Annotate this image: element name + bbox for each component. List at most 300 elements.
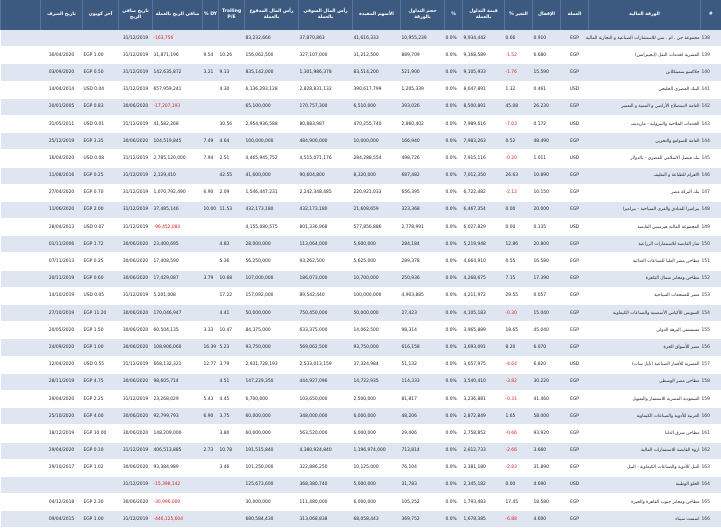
cell-paid-capital: 6,136,293,128 [245, 81, 299, 98]
cell-trade-value: 8,500,891 [463, 98, 505, 115]
cell-pct: 0.0% [445, 236, 463, 253]
cell-pe-ratio [219, 511, 245, 528]
cell-profit-date: 31/12/2019 [119, 511, 153, 528]
cell-dividend-yield [203, 167, 219, 184]
cell-dividend-yield [203, 425, 219, 442]
cell-pe-ratio [219, 494, 245, 511]
cell-pct: 0.0% [445, 253, 463, 270]
cell-profit-date: 30/06/2020 [119, 253, 153, 270]
cell-dividend-yield: 9.54 [203, 47, 219, 64]
cell-trade-volume: 29,406 [401, 425, 445, 442]
cell-close-price: 26.230 [533, 98, 561, 115]
cell-paid-capital: 93,750,000 [245, 339, 299, 356]
cell-pe-ratio: 4.30 [219, 81, 245, 98]
cell-market-cap: 80,883,987 [299, 115, 353, 132]
table-row [1, 133, 721, 150]
cell-close-price: 0.172 [533, 115, 561, 132]
cell-profit-date: 31/12/2019 [119, 219, 153, 236]
cell-paid-capital: 156,062,500 [245, 47, 299, 64]
cell-trade-volume: 81,817 [401, 390, 445, 407]
cell-profit-date: 31/12/2019 [119, 356, 153, 373]
cell-listed-shares: 100,000,000 [353, 287, 401, 304]
cell-pct: 0.0% [445, 219, 463, 236]
cell-coupon: EGP 1.50 [83, 322, 119, 339]
cell-close-price: 10.890 [533, 167, 561, 184]
cell-coupon: EGP 1.00 [83, 339, 119, 356]
cell-pe-ratio: 3.80 [219, 425, 245, 442]
cell-security-name: مطاحن مصر العليا للصناعات الغذائية [589, 253, 701, 270]
cell-security-name: مطاحن شرق الدلتا [589, 425, 701, 442]
cell-coupon-date: 11/06/2020 [41, 201, 83, 218]
cell-row-index: 151 [701, 253, 721, 270]
cell-currency: EGP [561, 30, 589, 47]
cell-market-cap: 322,886,250 [299, 459, 353, 476]
cell-row-index: 154 [701, 305, 721, 322]
cell-net-profit: 93,384,989 [153, 459, 203, 476]
cell-pe-ratio: 4.83 [219, 236, 245, 253]
table-row [1, 47, 721, 64]
cell-dividend-yield: 10.00 [203, 201, 219, 218]
cell-currency: EGP [561, 133, 589, 150]
cell-spacer [1, 408, 41, 425]
cell-currency: EGP [561, 459, 589, 476]
cell-coupon-date: 30/04/2020 [41, 47, 83, 64]
table-row [1, 30, 721, 47]
cell-pct: 0.0% [445, 270, 463, 287]
table-row [1, 184, 721, 201]
cell-profit-date: 30/06/2020 [119, 339, 153, 356]
cell-coupon-date: 14/10/2019 [41, 287, 83, 304]
cell-coupon: USD 0.07 [83, 219, 119, 236]
cell-pct: 0.0% [445, 511, 463, 528]
cell-row-index: 158 [701, 373, 721, 390]
cell-close-price: 6.680 [533, 47, 561, 64]
cell-profit-date: 30/06/2020 [119, 459, 153, 476]
col-close: الإقفال [533, 0, 561, 30]
cell-paid-capital: 83,232,666 [245, 30, 299, 47]
cell-close-price: 4.600 [533, 511, 561, 528]
cell-pct: 0.0% [445, 373, 463, 390]
cell-profit-date: 30/06/2020 [119, 408, 153, 425]
cell-market-cap: 1,301,986,378 [299, 64, 353, 81]
cell-dividend-yield [203, 98, 219, 115]
cell-spacer [1, 494, 41, 511]
cell-coupon: EGP 0.25 [83, 167, 119, 184]
cell-spacer [1, 253, 41, 270]
cell-net-profit: -446,125,604 [153, 511, 203, 528]
cell-pe-ratio [219, 98, 245, 115]
cell-pe-ratio: 11.53 [219, 201, 245, 218]
cell-market-cap: 2,828,831,132 [299, 81, 353, 98]
table-row [1, 408, 721, 425]
cell-coupon [83, 476, 119, 493]
cell-trade-value: 3,236,881 [463, 390, 505, 407]
cell-pe-ratio: 4.51 [219, 373, 245, 390]
cell-security-name: النيل للأدوية والصناعات الكيماوية - النيل [589, 459, 701, 476]
cell-trade-volume: 76,104 [401, 459, 445, 476]
cell-listed-shares: 5,000,000 [353, 476, 401, 493]
cell-currency: EGP [561, 339, 589, 356]
cell-profit-date: 31/12/2019 [119, 81, 153, 98]
col-name: الورقة المالية [589, 0, 701, 30]
cell-spacer [1, 270, 41, 287]
cell-net-profit: 148,209,000 [153, 425, 203, 442]
cell-net-profit: -163,756 [153, 30, 203, 47]
cell-change-pct: 12.86 [505, 236, 533, 253]
cell-pct: 0.0% [445, 425, 463, 442]
cell-market-cap: 2,242,348,485 [299, 184, 353, 201]
cell-listed-shares: 1,196,974,000 [353, 442, 401, 459]
table-row [1, 476, 721, 493]
cell-dividend-yield [203, 253, 219, 270]
cell-row-index: 162 [701, 442, 721, 459]
cell-security-name: مطاحن ومخابز شمال القاهرة [589, 270, 701, 287]
cell-coupon: EGP 0.10 [83, 442, 119, 459]
cell-trade-volume: 51,132 [401, 356, 445, 373]
cell-row-index: 145 [701, 150, 721, 167]
cell-coupon: EGP 0.83 [83, 98, 119, 115]
cell-change-pct: -2.12 [505, 184, 533, 201]
col-coupon-date: تاريخ الصرف [41, 0, 83, 30]
cell-profit-date: 30/06/2020 [119, 305, 153, 322]
cell-trade-volume: 48,206 [401, 408, 445, 425]
cell-spacer [1, 167, 41, 184]
cell-change-pct: -0.20 [505, 150, 533, 167]
cell-market-cap: 563,520,000 [299, 425, 353, 442]
cell-pe-ratio: 4.64 [219, 133, 245, 150]
cell-spacer [1, 219, 41, 236]
cell-trade-value: 4,211,972 [463, 287, 505, 304]
cell-net-profit: 5,201,008 [153, 287, 203, 304]
cell-security-name: مستشفى النزهة الدولي [589, 322, 701, 339]
cell-profit-date: 30/06/2020 [119, 270, 153, 287]
cell-market-cap: 313,068,838 [299, 511, 353, 528]
cell-market-cap: 368,380,740 [299, 476, 353, 493]
cell-listed-shares: 6,000,000 [353, 408, 401, 425]
cell-pct: 0.0% [445, 442, 463, 459]
cell-trade-value: 2,612,733 [463, 442, 505, 459]
cell-pct: 0.0% [445, 150, 463, 167]
cell-market-cap: 484,900,000 [299, 133, 353, 150]
cell-close-price: 17.390 [533, 270, 561, 287]
cell-change-pct: -3.82 [505, 373, 533, 390]
cell-row-index: 166 [701, 511, 721, 528]
cell-market-cap: 37,870,863 [299, 30, 353, 47]
cell-close-price: 4.690 [533, 476, 561, 493]
cell-row-index: 161 [701, 425, 721, 442]
cell-coupon-date: 25/12/2019 [41, 133, 83, 150]
cell-dividend-yield: 5.43 [203, 390, 219, 407]
cell-pe-ratio: 3.79 [219, 356, 245, 373]
cell-trade-value: 2,345,182 [463, 476, 505, 493]
cell-net-profit: 668,132,321 [153, 356, 203, 373]
cell-currency: EGP [561, 425, 589, 442]
cell-dividend-yield: 3.21 [203, 64, 219, 81]
cell-security-name: مجموعة جي . ام . سي للاستثمارات الصناعية و التجارية المالية [589, 30, 701, 47]
cell-paid-capital: 157,092,000 [245, 287, 299, 304]
cell-trade-value: 3,693,091 [463, 339, 505, 356]
cell-listed-shares: 8,320,000 [353, 167, 401, 184]
cell-coupon-date: 01/11/2006 [41, 236, 83, 253]
cell-trade-volume: 521,900 [401, 64, 445, 81]
cell-market-cap: 4,380,924,840 [299, 442, 353, 459]
cell-net-profit: 17,408,590 [153, 253, 203, 270]
cell-market-cap: 432,173,180 [299, 201, 353, 218]
cell-pct: 0.0% [445, 476, 463, 493]
col-paid: رأس المال المدفوع بالعملة [245, 0, 299, 30]
cell-trade-value: 9,168,589 [463, 47, 505, 64]
cell-close-price: 0.135 [533, 219, 561, 236]
cell-net-profit: 1,070,792,490 [153, 184, 203, 201]
cell-profit-date: 31/12/2019 [119, 184, 153, 201]
table-row [1, 373, 721, 390]
cell-trade-volume: 98,314 [401, 322, 445, 339]
cell-trade-volume: 713,814 [401, 442, 445, 459]
cell-pe-ratio: 42.55 [219, 167, 245, 184]
cell-security-name: مطاحن مصر الوسطى [589, 373, 701, 390]
cell-dividend-yield [203, 236, 219, 253]
cell-profit-date: 30/06/2020 [119, 373, 153, 390]
cell-change-pct: 1.65 [505, 408, 533, 425]
cell-pe-ratio: 9.13 [219, 64, 245, 81]
cell-listed-shares: 68,058,443 [353, 511, 401, 528]
cell-coupon: EGP 2.30 [83, 494, 119, 511]
cell-pct: 0.0% [445, 98, 463, 115]
cell-listed-shares: 31,212,500 [353, 47, 401, 64]
cell-net-profit: 92,799,793 [153, 408, 203, 425]
cell-net-profit: 31,871,196 [153, 47, 203, 64]
cell-net-profit: 406,513,885 [153, 442, 203, 459]
cell-listed-shares: 390,617,799 [353, 81, 401, 98]
cell-security-name: البنك المصري الخليجي [589, 81, 701, 98]
cell-coupon-date: 04/12/2018 [41, 494, 83, 511]
cell-trade-volume: 656,395 [401, 184, 445, 201]
cell-row-index: 140 [701, 64, 721, 81]
cell-profit-date: 30/06/2020 [119, 494, 153, 511]
table-row [1, 115, 721, 132]
cell-pct: 0.0% [445, 64, 463, 81]
cell-security-name: الحلو الوطنية [589, 476, 701, 493]
cell-row-index: 149 [701, 219, 721, 236]
table-row [1, 98, 721, 115]
cell-trade-value: 2,381,180 [463, 459, 505, 476]
cell-coupon: EGP 11.20 [83, 305, 119, 322]
table-row [1, 459, 721, 476]
cell-security-name: العربية للأدوية والصناعات الكيماوية [589, 408, 701, 425]
cell-listed-shares: 6,000,000 [353, 425, 401, 442]
cell-close-price: 58.000 [533, 408, 561, 425]
cell-close-price: 0.057 [533, 287, 561, 304]
cell-close-price: 31.890 [533, 459, 561, 476]
cell-change-pct: 0.66 [505, 30, 533, 47]
cell-trade-volume: 4,903,885 [401, 287, 445, 304]
cell-row-index: 153 [701, 287, 721, 304]
cell-listed-shares: 10,125,000 [353, 459, 401, 476]
cell-trade-value: 9,105,933 [463, 64, 505, 81]
cell-close-price: 93.920 [533, 425, 561, 442]
cell-coupon-date: 27/04/2020 [41, 184, 83, 201]
cell-listed-shares: 37,324,984 [353, 356, 401, 373]
cell-coupon-date: 14/04/2014 [41, 81, 83, 98]
cell-spacer [1, 236, 41, 253]
cell-paid-capital: 60,000,000 [245, 425, 299, 442]
cell-close-price: 16.580 [533, 253, 561, 270]
cell-dividend-yield [203, 219, 219, 236]
cell-trade-volume: 498,726 [401, 150, 445, 167]
cell-spacer [1, 287, 41, 304]
cell-currency: EGP [561, 494, 589, 511]
cell-listed-shares: 10,000,000 [353, 133, 401, 150]
cell-coupon: EGP 0.50 [83, 64, 119, 81]
cell-net-profit: 657,959,241 [153, 81, 203, 98]
cell-close-price: 18.580 [533, 494, 561, 511]
cell-change-pct: 0.55 [505, 253, 533, 270]
cell-change-pct: 17.45 [505, 494, 533, 511]
cell-security-name: ثمار القابضة للاستثمارات الزراعية [589, 236, 701, 253]
cell-row-index: 155 [701, 322, 721, 339]
cell-listed-shares: 470,255,740 [353, 115, 401, 132]
cell-coupon-date: 28/11/2019 [41, 373, 83, 390]
cell-change-pct: 45.08 [505, 98, 533, 115]
cell-change-pct: -0.31 [505, 390, 533, 407]
cell-dividend-yield [203, 115, 219, 132]
cell-dividend-yield [203, 476, 219, 493]
cell-market-cap: 93,262,500 [299, 253, 353, 270]
cell-coupon-date: 20/05/2020 [41, 322, 83, 339]
cell-row-index: 157 [701, 356, 721, 373]
cell-coupon-date [41, 30, 83, 47]
cell-pct: 0.0% [445, 390, 463, 407]
cell-currency: USD [561, 115, 589, 132]
cell-listed-shares: 14,722,935 [353, 373, 401, 390]
cell-pe-ratio: 5.36 [219, 253, 245, 270]
cell-trade-volume: 2,860,402 [401, 115, 445, 132]
cell-spacer [1, 356, 41, 373]
cell-dividend-yield [203, 494, 219, 511]
cell-coupon-date: 03/09/2020 [41, 64, 83, 81]
cell-security-name: اسمنت سيناء [589, 511, 701, 528]
table-row [1, 494, 721, 511]
cell-currency: EGP [561, 322, 589, 339]
cell-currency: EGP [561, 390, 589, 407]
cell-listed-shares: 10,700,000 [353, 270, 401, 287]
cell-spacer [1, 115, 41, 132]
cell-coupon-date: 24/09/2020 [41, 339, 83, 356]
cell-net-profit: 23,400,695 [153, 236, 203, 253]
cell-profit-date: 31/12/2019 [119, 150, 153, 167]
cell-security-name: العامة لاستصلاح الأراضي و التنمية و التعمير [589, 98, 701, 115]
cell-coupon-date: 31/05/2011 [41, 115, 83, 132]
cell-spacer [1, 81, 41, 98]
cell-coupon [83, 30, 119, 47]
cell-security-name: جلاكسو سميثكلاين [589, 64, 701, 81]
cell-pe-ratio: 17.22 [219, 287, 245, 304]
cell-profit-date: 31/12/2019 [119, 167, 153, 184]
table-row [1, 150, 721, 167]
cell-close-price: 20.000 [533, 201, 561, 218]
cell-trade-volume: 284,184 [401, 236, 445, 253]
table-row [1, 236, 721, 253]
col-value: قيمة التداول بالعملة [463, 0, 505, 30]
cell-market-cap: 89,542,440 [299, 287, 353, 304]
cell-listed-shares: 284,288,554 [353, 150, 401, 167]
cell-dividend-yield [203, 373, 219, 390]
cell-spacer [1, 30, 41, 47]
cell-spacer [1, 373, 41, 390]
cell-security-name: مصر للمنتجعات السياحية [589, 287, 701, 304]
cell-security-name: السويس للأكياس الأسمنتية والصناعات الكيماوية [589, 305, 701, 322]
cell-spacer [1, 133, 41, 150]
cell-pct: 0.0% [445, 167, 463, 184]
cell-trade-value: 8,647,891 [463, 81, 505, 98]
cell-profit-date: 31/12/2019 [119, 287, 153, 304]
table-row [1, 356, 721, 373]
cell-market-cap: 186,073,000 [299, 270, 353, 287]
table-row [1, 287, 721, 304]
cell-net-profit: 17,429,087 [153, 270, 203, 287]
cell-security-name: الخدمات الملاحية والبترولية - ماريديف [589, 115, 701, 132]
cell-coupon: EGP 1.00 [83, 511, 119, 528]
cell-trade-value: 2,758,852 [463, 425, 505, 442]
cell-profit-date: 30/06/2020 [119, 133, 153, 150]
cell-change-pct: -2.83 [505, 459, 533, 476]
cell-dividend-yield: 3.79 [203, 270, 219, 287]
cell-market-cap: 444,927,096 [299, 373, 353, 390]
cell-coupon-date: 11/08/2016 [41, 167, 83, 184]
cell-paid-capital: 680,584,430 [245, 511, 299, 528]
cell-listed-shares: 6,000,000 [353, 494, 401, 511]
cell-pct: 0.0% [445, 494, 463, 511]
cell-listed-shares: 2,500,000 [353, 390, 401, 407]
cell-listed-shares: 50,000,000 [353, 305, 401, 322]
cell-trade-volume: 889,709 [401, 47, 445, 64]
cell-pe-ratio: 10.68 [219, 270, 245, 287]
cell-dividend-yield [203, 287, 219, 304]
cell-row-index: 150 [701, 236, 721, 253]
cell-coupon: EGP 0.60 [83, 270, 119, 287]
cell-close-price: 41.460 [533, 390, 561, 407]
col-dy: DY % [203, 0, 219, 30]
cell-change-pct: -4.64 [505, 356, 533, 373]
cell-close-price: 6.820 [533, 356, 561, 373]
cell-row-index: 146 [701, 167, 721, 184]
cell-dividend-yield: 6.90 [203, 184, 219, 201]
cell-listed-shares: 14,062,500 [353, 322, 401, 339]
cell-coupon: EGP 4.75 [83, 373, 119, 390]
cell-net-profit: 60,504,135 [153, 322, 203, 339]
cell-security-name: الاهرام للطباعة و التغليف [589, 167, 701, 184]
cell-paid-capital: 2,954,936,588 [245, 115, 299, 132]
cell-dividend-yield: 6.90 [203, 408, 219, 425]
cell-change-pct: -1.52 [505, 47, 533, 64]
cell-change-pct: 26.63 [505, 167, 533, 184]
cell-listed-shares: 83,514,200 [353, 64, 401, 81]
cell-paid-capital: 28,000,000 [245, 236, 299, 253]
cell-close-price: 15.040 [533, 305, 561, 322]
cell-trade-value: 3,540,410 [463, 373, 505, 390]
cell-coupon: EGP 0.25 [83, 253, 119, 270]
cell-paid-capital: 191,515,840 [245, 442, 299, 459]
cell-market-cap: 111,480,000 [299, 494, 353, 511]
cell-spacer [1, 184, 41, 201]
cell-market-cap: 327,107,000 [299, 47, 353, 64]
cell-row-index: 141 [701, 81, 721, 98]
cell-trade-volume: 27,423 [401, 305, 445, 322]
cell-security-name: بيراميزا للفنادق والقرى السياحية - بيراميزا [589, 201, 701, 218]
cell-close-price: 10.150 [533, 184, 561, 201]
cell-dividend-yield: 7.49 [203, 133, 219, 150]
cell-change-pct: 0.00 [505, 219, 533, 236]
